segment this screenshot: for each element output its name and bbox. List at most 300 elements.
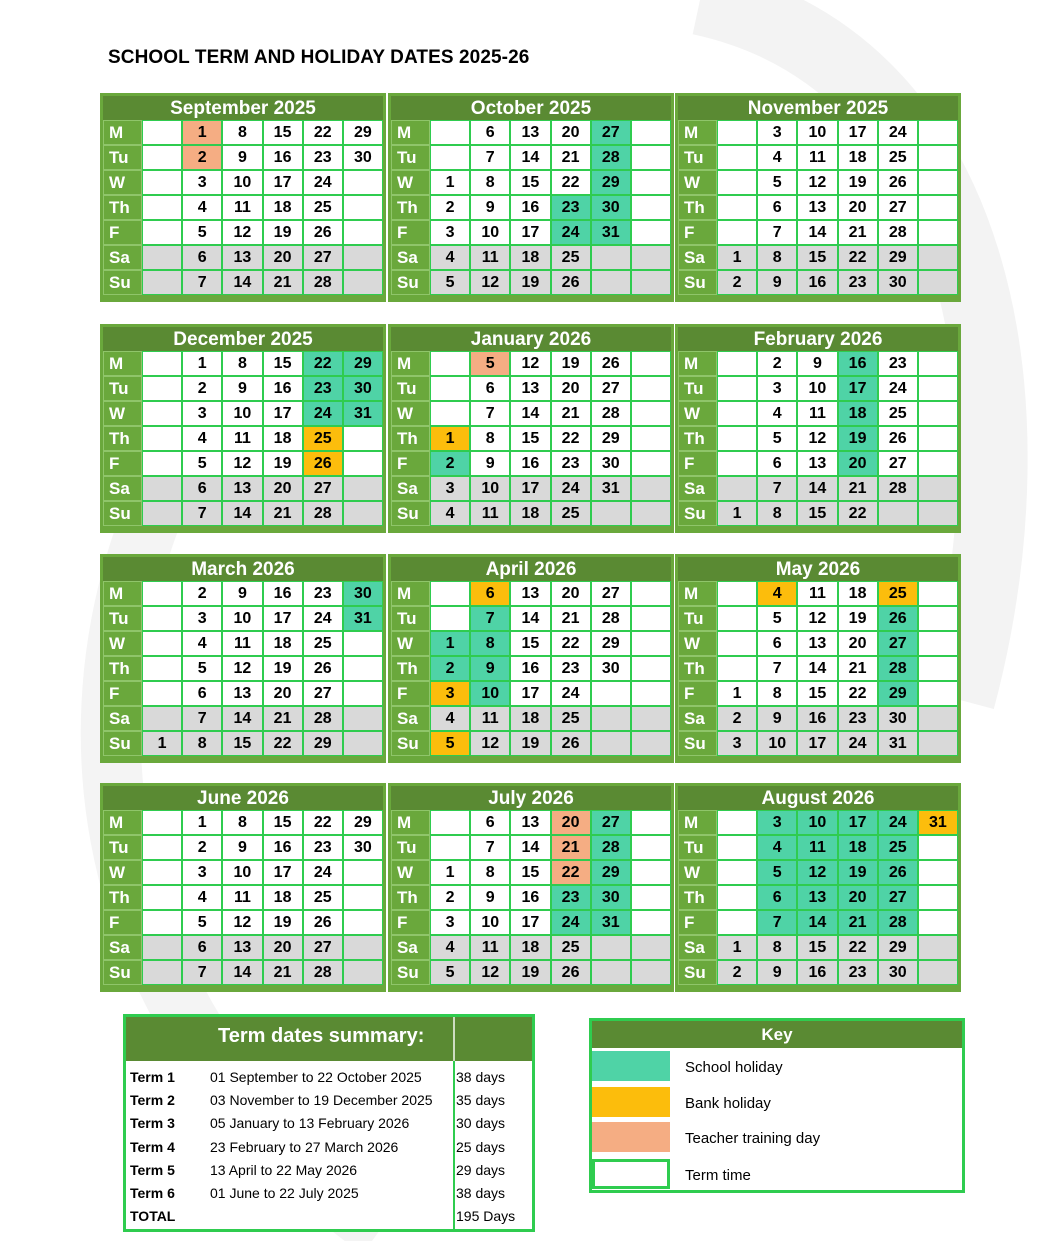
date-cell: 30 xyxy=(343,376,383,401)
date-cell xyxy=(142,376,182,401)
date-cell: 10 xyxy=(222,606,262,631)
date-cell: 8 xyxy=(222,810,262,835)
date-cell: 14 xyxy=(797,910,837,935)
summary-header-divider xyxy=(453,1017,455,1061)
date-cell xyxy=(717,451,757,476)
date-cell xyxy=(343,426,383,451)
summary-row xyxy=(126,1204,532,1227)
date-cell xyxy=(142,220,182,245)
month-calendar xyxy=(675,554,961,763)
date-cell: 31 xyxy=(918,810,958,835)
date-cell: 14 xyxy=(510,145,550,170)
date-cell xyxy=(918,885,958,910)
summary-row xyxy=(126,1065,532,1088)
date-cell: 24 xyxy=(878,120,918,145)
date-cell: 20 xyxy=(838,885,878,910)
date-cell: 15 xyxy=(510,426,550,451)
weekday-label: Sa xyxy=(391,935,430,960)
date-cell xyxy=(142,195,182,220)
weekday-label: Tu xyxy=(678,145,717,170)
date-cell: 4 xyxy=(430,935,470,960)
date-cell: 26 xyxy=(303,910,343,935)
date-cell xyxy=(918,145,958,170)
key-title: Key xyxy=(592,1021,962,1048)
summary-row xyxy=(126,1135,532,1158)
term-dates-summary xyxy=(123,1014,535,1232)
date-cell: 2 xyxy=(717,960,757,985)
weekday-label: W xyxy=(391,170,430,195)
date-cell: 18 xyxy=(263,885,303,910)
month-name: October 2025 xyxy=(391,96,671,120)
date-cell: 26 xyxy=(551,960,591,985)
date-cell: 18 xyxy=(510,501,550,526)
date-cell: 16 xyxy=(263,835,303,860)
date-cell: 11 xyxy=(470,935,510,960)
weekday-label: W xyxy=(678,860,717,885)
date-cell: 30 xyxy=(878,706,918,731)
date-cell: 5 xyxy=(430,960,470,985)
date-cell: 26 xyxy=(591,351,631,376)
date-cell xyxy=(591,935,631,960)
date-cell: 20 xyxy=(551,581,591,606)
date-cell: 27 xyxy=(878,195,918,220)
date-cell: 14 xyxy=(222,960,262,985)
summary-term: Term 3 xyxy=(130,1115,175,1132)
weekday-label: Sa xyxy=(678,245,717,270)
date-cell: 25 xyxy=(303,426,343,451)
date-cell: 6 xyxy=(470,376,510,401)
date-cell xyxy=(631,885,671,910)
date-cell: 5 xyxy=(182,656,222,681)
date-cell xyxy=(142,581,182,606)
date-cell xyxy=(343,681,383,706)
date-cell: 11 xyxy=(222,631,262,656)
date-cell: 8 xyxy=(757,681,797,706)
summary-term: Term 1 xyxy=(130,1069,175,1085)
summary-term: Term 6 xyxy=(130,1184,175,1201)
month-day-grid xyxy=(678,351,958,526)
date-cell xyxy=(918,731,958,756)
date-cell xyxy=(717,401,757,426)
summary-range: 03 November to 19 December 2025 xyxy=(210,1092,433,1109)
date-cell xyxy=(343,656,383,681)
summary-term: Term 5 xyxy=(130,1161,175,1178)
date-cell: 13 xyxy=(510,581,550,606)
date-cell: 9 xyxy=(222,376,262,401)
date-cell: 5 xyxy=(182,910,222,935)
summary-range: 13 April to 22 May 2026 xyxy=(210,1161,358,1178)
date-cell: 24 xyxy=(303,401,343,426)
date-cell: 6 xyxy=(757,885,797,910)
date-cell: 28 xyxy=(878,656,918,681)
date-cell: 12 xyxy=(222,220,262,245)
date-cell: 3 xyxy=(182,401,222,426)
month-calendar xyxy=(388,783,674,992)
month-name: December 2025 xyxy=(103,327,383,351)
date-cell: 11 xyxy=(222,195,262,220)
key-item xyxy=(592,1122,962,1156)
date-cell xyxy=(918,426,958,451)
weekday-label: Su xyxy=(678,270,717,295)
weekday-label: W xyxy=(678,401,717,426)
date-cell: 20 xyxy=(838,631,878,656)
date-cell: 4 xyxy=(757,835,797,860)
date-cell: 15 xyxy=(797,245,837,270)
date-cell: 1 xyxy=(182,120,222,145)
date-cell: 19 xyxy=(838,426,878,451)
date-cell: 16 xyxy=(510,656,550,681)
date-cell: 16 xyxy=(838,351,878,376)
date-cell: 27 xyxy=(303,476,343,501)
date-cell: 1 xyxy=(430,860,470,885)
date-cell: 1 xyxy=(182,810,222,835)
date-cell: 1 xyxy=(430,170,470,195)
month-name: November 2025 xyxy=(678,96,958,120)
date-cell: 14 xyxy=(222,501,262,526)
date-cell: 2 xyxy=(430,451,470,476)
month-calendar xyxy=(100,783,386,992)
summary-row xyxy=(126,1181,532,1204)
weekday-label: M xyxy=(391,351,430,376)
date-cell: 13 xyxy=(797,195,837,220)
date-cell: 28 xyxy=(591,401,631,426)
date-cell: 23 xyxy=(838,706,878,731)
date-cell: 20 xyxy=(263,476,303,501)
month-name: January 2026 xyxy=(391,327,671,351)
date-cell xyxy=(343,270,383,295)
summary-rows xyxy=(126,1065,532,1227)
date-cell: 12 xyxy=(470,270,510,295)
date-cell: 21 xyxy=(838,476,878,501)
weekday-label: Sa xyxy=(391,245,430,270)
date-cell: 15 xyxy=(222,731,262,756)
date-cell: 22 xyxy=(551,860,591,885)
date-cell: 23 xyxy=(303,581,343,606)
weekday-label: M xyxy=(678,351,717,376)
key-item xyxy=(592,1087,962,1121)
date-cell: 18 xyxy=(510,245,550,270)
date-cell xyxy=(918,835,958,860)
date-cell: 27 xyxy=(878,631,918,656)
date-cell: 19 xyxy=(551,351,591,376)
date-cell: 7 xyxy=(470,145,510,170)
date-cell xyxy=(430,606,470,631)
date-cell xyxy=(631,606,671,631)
date-cell: 13 xyxy=(797,885,837,910)
date-cell xyxy=(343,476,383,501)
date-cell: 19 xyxy=(838,170,878,195)
date-cell xyxy=(142,960,182,985)
date-cell: 17 xyxy=(263,170,303,195)
summary-row xyxy=(126,1088,532,1111)
date-cell: 7 xyxy=(470,835,510,860)
date-cell: 8 xyxy=(470,860,510,885)
weekday-label: M xyxy=(103,351,142,376)
date-cell xyxy=(142,170,182,195)
date-cell: 21 xyxy=(263,270,303,295)
date-cell: 30 xyxy=(343,835,383,860)
weekday-label: Th xyxy=(678,656,717,681)
date-cell: 17 xyxy=(510,681,550,706)
weekday-label: Th xyxy=(103,195,142,220)
date-cell: 21 xyxy=(263,960,303,985)
date-cell: 11 xyxy=(222,426,262,451)
month-calendar xyxy=(388,93,674,302)
date-cell: 10 xyxy=(757,731,797,756)
date-cell: 17 xyxy=(510,910,550,935)
weekday-label: F xyxy=(391,681,430,706)
date-cell xyxy=(918,376,958,401)
date-cell: 2 xyxy=(182,145,222,170)
weekday-label: Th xyxy=(391,426,430,451)
month-day-grid xyxy=(103,810,383,985)
date-cell xyxy=(918,195,958,220)
date-cell xyxy=(717,810,757,835)
date-cell: 10 xyxy=(222,860,262,885)
date-cell: 28 xyxy=(303,706,343,731)
key-swatch xyxy=(592,1159,670,1189)
date-cell: 5 xyxy=(182,220,222,245)
date-cell xyxy=(142,451,182,476)
date-cell: 18 xyxy=(838,581,878,606)
date-cell: 29 xyxy=(878,681,918,706)
date-cell xyxy=(142,606,182,631)
date-cell xyxy=(717,351,757,376)
date-cell: 1 xyxy=(717,501,757,526)
summary-days: 38 days xyxy=(456,1184,506,1201)
date-cell xyxy=(430,376,470,401)
date-cell: 25 xyxy=(303,195,343,220)
date-cell xyxy=(631,426,671,451)
date-cell xyxy=(343,170,383,195)
date-cell: 14 xyxy=(797,476,837,501)
date-cell: 6 xyxy=(470,581,510,606)
month-day-grid xyxy=(391,120,671,295)
month-day-grid xyxy=(103,581,383,756)
date-cell: 9 xyxy=(757,960,797,985)
date-cell: 17 xyxy=(510,476,550,501)
date-cell: 22 xyxy=(551,170,591,195)
month-day-grid xyxy=(391,351,671,526)
summary-range: 01 September to 22 October 2025 xyxy=(210,1069,422,1085)
date-cell xyxy=(918,451,958,476)
date-cell: 4 xyxy=(182,426,222,451)
date-cell: 3 xyxy=(182,170,222,195)
date-cell xyxy=(343,501,383,526)
weekday-label: Su xyxy=(391,270,430,295)
date-cell: 26 xyxy=(878,170,918,195)
date-cell: 22 xyxy=(551,426,591,451)
date-cell: 18 xyxy=(838,401,878,426)
date-cell: 23 xyxy=(838,270,878,295)
date-cell: 24 xyxy=(303,606,343,631)
date-cell: 29 xyxy=(343,120,383,145)
weekday-label: Sa xyxy=(103,935,142,960)
date-cell: 30 xyxy=(343,145,383,170)
month-calendar xyxy=(675,783,961,992)
weekday-label: F xyxy=(678,681,717,706)
date-cell xyxy=(343,451,383,476)
date-cell xyxy=(142,401,182,426)
date-cell: 26 xyxy=(303,656,343,681)
date-cell xyxy=(631,960,671,985)
weekday-label: Sa xyxy=(103,245,142,270)
date-cell: 7 xyxy=(182,270,222,295)
date-cell: 7 xyxy=(182,706,222,731)
date-cell xyxy=(142,120,182,145)
weekday-label: F xyxy=(678,910,717,935)
date-cell: 20 xyxy=(838,451,878,476)
summary-days: 25 days xyxy=(456,1138,506,1155)
date-cell: 27 xyxy=(591,376,631,401)
weekday-label: Su xyxy=(103,960,142,985)
weekday-label: Su xyxy=(678,731,717,756)
key-swatch xyxy=(592,1051,670,1081)
weekday-label: W xyxy=(391,401,430,426)
month-day-grid xyxy=(678,581,958,756)
weekday-label: Tu xyxy=(678,376,717,401)
date-cell: 13 xyxy=(222,476,262,501)
date-cell xyxy=(717,885,757,910)
weekday-label: M xyxy=(391,810,430,835)
date-cell xyxy=(631,581,671,606)
date-cell: 8 xyxy=(757,935,797,960)
date-cell: 1 xyxy=(430,631,470,656)
weekday-label: M xyxy=(678,810,717,835)
date-cell xyxy=(717,195,757,220)
date-cell: 1 xyxy=(182,351,222,376)
date-cell: 4 xyxy=(430,245,470,270)
date-cell: 11 xyxy=(222,885,262,910)
date-cell xyxy=(631,245,671,270)
date-cell: 21 xyxy=(838,220,878,245)
month-day-grid xyxy=(103,120,383,295)
weekday-label: Tu xyxy=(103,376,142,401)
date-cell: 20 xyxy=(263,681,303,706)
date-cell: 20 xyxy=(263,935,303,960)
weekday-label: Sa xyxy=(678,476,717,501)
date-cell: 13 xyxy=(222,681,262,706)
date-cell xyxy=(343,731,383,756)
key-label: School holiday xyxy=(685,1059,783,1076)
weekday-label: Th xyxy=(678,195,717,220)
date-cell xyxy=(343,935,383,960)
date-cell: 2 xyxy=(430,656,470,681)
date-cell: 9 xyxy=(470,656,510,681)
date-cell: 18 xyxy=(838,835,878,860)
date-cell: 8 xyxy=(470,631,510,656)
date-cell: 8 xyxy=(222,351,262,376)
date-cell: 31 xyxy=(591,476,631,501)
date-cell xyxy=(591,270,631,295)
date-cell: 21 xyxy=(551,606,591,631)
date-cell: 7 xyxy=(757,476,797,501)
date-cell: 25 xyxy=(551,935,591,960)
date-cell xyxy=(142,656,182,681)
weekday-label: M xyxy=(678,581,717,606)
date-cell: 18 xyxy=(510,935,550,960)
date-cell: 29 xyxy=(878,245,918,270)
weekday-label: Sa xyxy=(391,476,430,501)
date-cell: 19 xyxy=(263,220,303,245)
date-cell: 16 xyxy=(510,195,550,220)
date-cell xyxy=(430,145,470,170)
date-cell xyxy=(430,810,470,835)
date-cell: 16 xyxy=(263,376,303,401)
date-cell: 12 xyxy=(222,910,262,935)
weekday-label: F xyxy=(103,910,142,935)
date-cell: 9 xyxy=(470,885,510,910)
weekday-label: Th xyxy=(391,885,430,910)
weekday-label: M xyxy=(678,120,717,145)
weekday-label: Su xyxy=(103,731,142,756)
key-legend xyxy=(589,1018,965,1193)
date-cell: 22 xyxy=(551,631,591,656)
date-cell: 8 xyxy=(757,245,797,270)
date-cell xyxy=(717,426,757,451)
date-cell: 19 xyxy=(510,960,550,985)
weekday-label: W xyxy=(678,170,717,195)
date-cell: 9 xyxy=(757,270,797,295)
date-cell: 16 xyxy=(797,706,837,731)
date-cell: 22 xyxy=(303,120,343,145)
date-cell: 1 xyxy=(430,426,470,451)
date-cell: 22 xyxy=(838,501,878,526)
date-cell: 19 xyxy=(263,451,303,476)
date-cell: 24 xyxy=(878,810,918,835)
date-cell: 13 xyxy=(510,810,550,835)
date-cell: 6 xyxy=(757,195,797,220)
weekday-label: Tu xyxy=(678,606,717,631)
date-cell xyxy=(343,885,383,910)
date-cell xyxy=(430,120,470,145)
date-cell: 4 xyxy=(182,885,222,910)
date-cell xyxy=(142,885,182,910)
date-cell: 7 xyxy=(470,401,510,426)
date-cell: 10 xyxy=(222,170,262,195)
date-cell: 29 xyxy=(303,731,343,756)
date-cell xyxy=(918,351,958,376)
weekday-label: F xyxy=(678,451,717,476)
date-cell: 13 xyxy=(797,451,837,476)
date-cell: 13 xyxy=(222,245,262,270)
date-cell: 29 xyxy=(878,935,918,960)
date-cell: 30 xyxy=(878,270,918,295)
date-cell xyxy=(430,581,470,606)
date-cell: 25 xyxy=(303,885,343,910)
weekday-label: Th xyxy=(103,426,142,451)
key-item xyxy=(592,1159,962,1193)
date-cell: 6 xyxy=(470,120,510,145)
date-cell: 3 xyxy=(182,606,222,631)
date-cell xyxy=(631,451,671,476)
date-cell: 29 xyxy=(343,810,383,835)
date-cell: 22 xyxy=(303,351,343,376)
date-cell: 26 xyxy=(303,220,343,245)
date-cell: 17 xyxy=(838,120,878,145)
weekday-label: Th xyxy=(391,656,430,681)
month-calendar xyxy=(100,93,386,302)
date-cell xyxy=(591,501,631,526)
summary-term: Term 4 xyxy=(130,1138,175,1155)
date-cell: 27 xyxy=(591,581,631,606)
date-cell: 16 xyxy=(263,145,303,170)
month-name: July 2026 xyxy=(391,786,671,810)
date-cell: 13 xyxy=(222,935,262,960)
date-cell: 10 xyxy=(470,681,510,706)
date-cell: 25 xyxy=(878,835,918,860)
weekday-label: Su xyxy=(391,501,430,526)
